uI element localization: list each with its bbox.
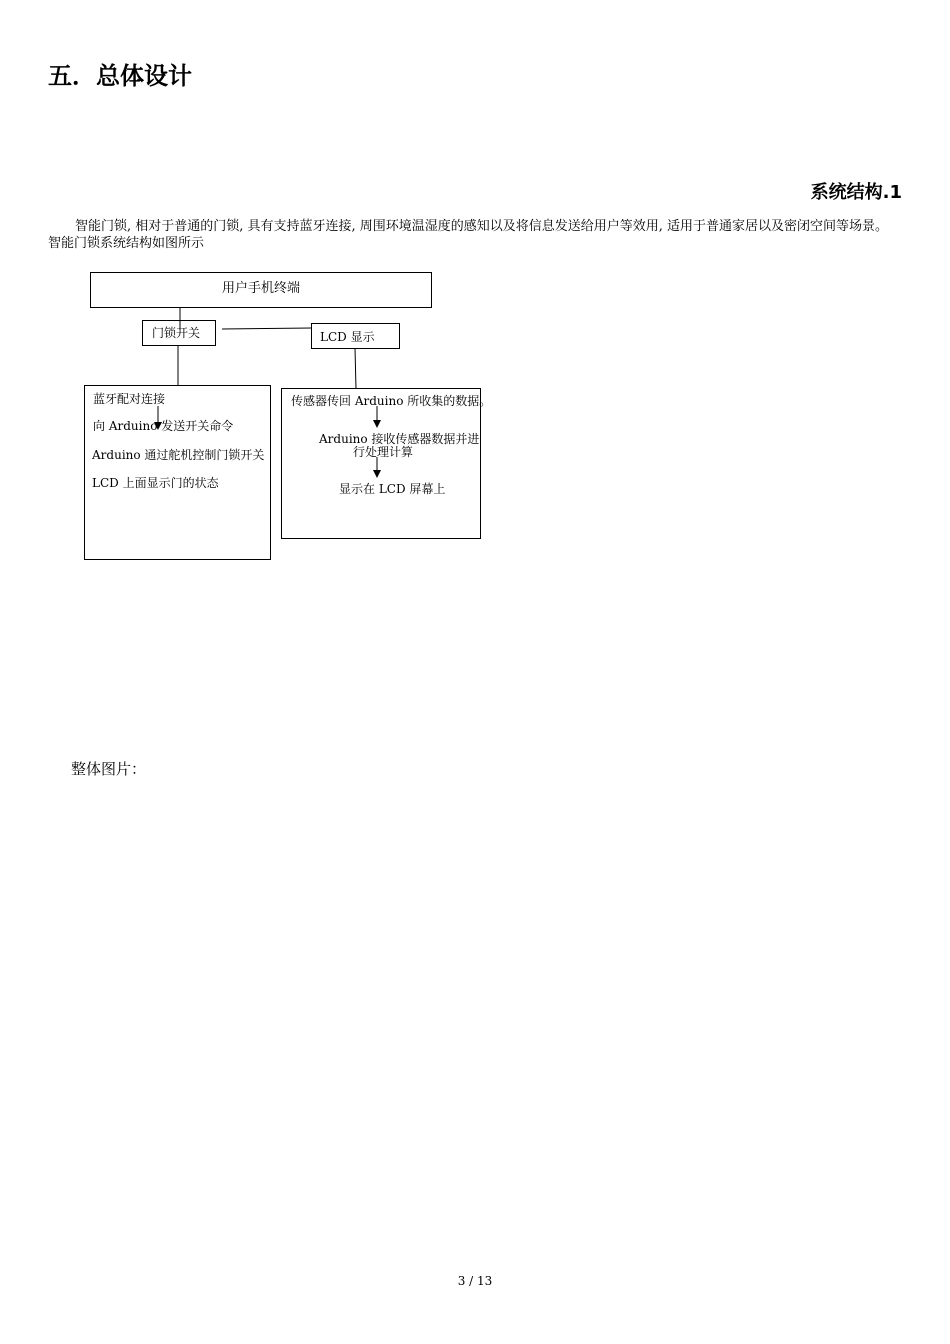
lcd-display-label: LCD 显示 <box>320 330 375 344</box>
section-title: 系统结构.1 <box>810 182 902 203</box>
sensor-flow-box <box>281 388 492 539</box>
user-phone-box <box>90 272 432 308</box>
lcd-display-box <box>311 323 400 349</box>
connector-lock-to-lcd <box>222 328 312 329</box>
paragraph-line-1: 智能门锁, 相对于普通的门锁, 具有支持蓝牙连接, 周围环境温湿度的感知以及将信息发送给用户等效用, 适用于普通家居以及密闭空间等场景。 <box>75 219 889 234</box>
right-step-2b: 行处理计算 <box>353 445 414 459</box>
page-number: 3 / 13 <box>457 1274 493 1288</box>
right-step-1: 传感器传回 Arduino 所收集的数据。 <box>291 394 492 408</box>
lock-switch-box <box>142 320 216 346</box>
bluetooth-flow-box <box>84 385 271 560</box>
lock-switch-label: 门锁开关 <box>152 326 201 340</box>
user-phone-label: 用户手机终端 <box>221 281 300 296</box>
page-heading: 五．总体设计 <box>48 62 192 90</box>
paragraph-line-2: 智能门锁系统结构如图所示 <box>48 236 205 251</box>
overall-picture-label: 整体图片： <box>71 760 147 778</box>
left-step-2: 向 Arduino 发送开关命令 <box>93 419 234 433</box>
right-step-3: 显示在 LCD 屏幕上 <box>339 482 446 496</box>
left-step-1: 蓝牙配对连接 <box>93 392 166 406</box>
right-step-2a: Arduino 接收传感器数据并进 <box>319 432 480 446</box>
left-step-3: Arduino 通过舵机控制门锁开关 <box>92 448 265 462</box>
left-step-4: LCD 上面显示门的状态 <box>92 476 219 490</box>
connector-lcd-to-right-box <box>355 348 356 389</box>
